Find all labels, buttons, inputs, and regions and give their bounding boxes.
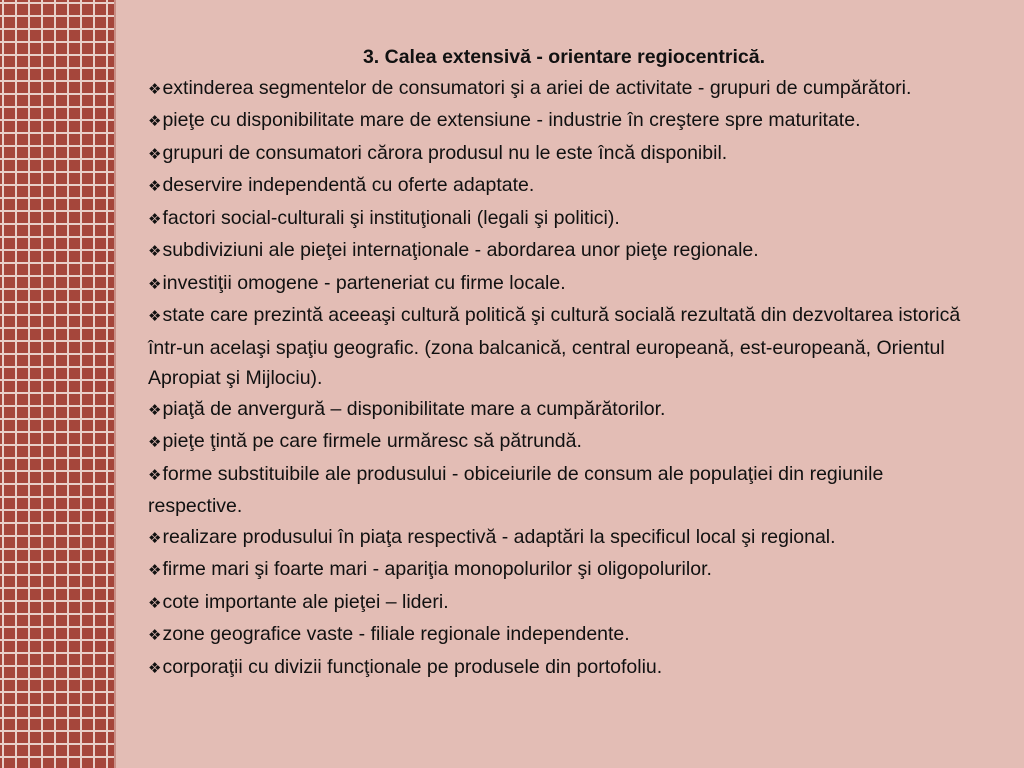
diamond-bullet-icon: ❖ bbox=[148, 401, 162, 419]
bullet-item bbox=[148, 105, 980, 138]
bullet-text: grupuri de consumatori cărora produsul nu le este încă disponibil. bbox=[162, 141, 728, 164]
bullet-item bbox=[148, 652, 980, 685]
bullet-item bbox=[148, 587, 980, 620]
diamond-bullet-icon: ❖ bbox=[148, 113, 162, 130]
diamond-bullet-icon: ❖ bbox=[148, 627, 162, 644]
slide-content bbox=[148, 42, 980, 684]
decorative-brick-strip bbox=[0, 0, 114, 768]
diamond-bullet-icon: ❖ bbox=[148, 178, 162, 195]
bullet-text: forme substituibile ale produsului - obiceiurile de consum ale populaţiei din regiunile respective. bbox=[148, 462, 884, 517]
bullet-item bbox=[148, 268, 980, 301]
bullet-text: realizare produsului în piaţa respectivă - adaptări la specificul local şi regional. bbox=[162, 525, 836, 548]
bullet-item bbox=[148, 203, 980, 236]
bullet-item bbox=[148, 300, 980, 394]
diamond-bullet-icon: ❖ bbox=[148, 659, 162, 677]
bullet-text: firme mari şi foarte mari - apariţia monopolurilor şi oligopolurilor. bbox=[162, 558, 712, 580]
bullet-text: piaţă de anvergură – disponibilitate mare a cumpărătorilor. bbox=[162, 397, 666, 420]
diamond-bullet-icon: ❖ bbox=[148, 594, 162, 612]
diamond-bullet-icon: ❖ bbox=[148, 466, 162, 484]
bullet-item bbox=[148, 394, 980, 427]
bullet-text: extinderea segmentelor de consumatori şi a ariei de activitate - grupuri de cumpărători. bbox=[162, 76, 912, 99]
diamond-bullet-icon: ❖ bbox=[148, 275, 162, 293]
bullet-item bbox=[148, 554, 980, 587]
bullet-text: deservire independentă cu oferte adaptate. bbox=[162, 174, 535, 196]
bullet-text: pieţe cu disponibilitate mare de extensiune - industrie în creştere spre maturitate. bbox=[162, 109, 861, 131]
diamond-bullet-icon: ❖ bbox=[148, 243, 162, 260]
diamond-bullet-icon: ❖ bbox=[148, 80, 162, 98]
bullet-item bbox=[148, 73, 980, 106]
diamond-bullet-icon: ❖ bbox=[148, 210, 162, 228]
bullet-item bbox=[148, 522, 980, 555]
bullet-text: corporaţii cu divizii funcţionale pe produsele din portofoliu. bbox=[162, 655, 663, 678]
bullet-item bbox=[148, 459, 980, 522]
diamond-bullet-icon: ❖ bbox=[148, 308, 162, 325]
bullet-item bbox=[148, 426, 980, 459]
diamond-bullet-icon: ❖ bbox=[148, 529, 162, 547]
bullet-item bbox=[148, 619, 980, 652]
bullet-item bbox=[148, 170, 980, 203]
bullet-text: state care prezintă aceeaşi cultură politică şi cultură socială rezultată din dezvoltarea istorică într-un acelaşi spaţiu geografic. (zona balcanică, central europeană, est-europeană, Orientul Apropiat şi Mijlociu). bbox=[148, 304, 961, 389]
bullet-item bbox=[148, 235, 980, 268]
bullet-text: subdiviziuni ale pieţei internaţionale - abordarea unor pieţe regionale. bbox=[162, 239, 759, 261]
bullet-text: cote importante ale pieţei – lideri. bbox=[162, 590, 449, 613]
bullet-text: zone geografice vaste - filiale regionale independente. bbox=[162, 623, 630, 645]
diamond-bullet-icon: ❖ bbox=[148, 145, 162, 163]
bullet-text: pieţe ţintă pe care firmele urmăresc să pătrundă. bbox=[162, 430, 582, 452]
diamond-bullet-icon: ❖ bbox=[148, 562, 162, 579]
diamond-bullet-icon: ❖ bbox=[148, 434, 162, 451]
bullet-list bbox=[148, 73, 980, 685]
bullet-text: factori social-culturali şi instituţionali (legali şi politici). bbox=[162, 206, 620, 229]
slide-title: 3. Calea extensivă - orientare regiocentrică. bbox=[362, 46, 766, 68]
bullet-text: investiţii omogene - parteneriat cu firme locale. bbox=[162, 271, 566, 294]
bullet-item bbox=[148, 138, 980, 171]
